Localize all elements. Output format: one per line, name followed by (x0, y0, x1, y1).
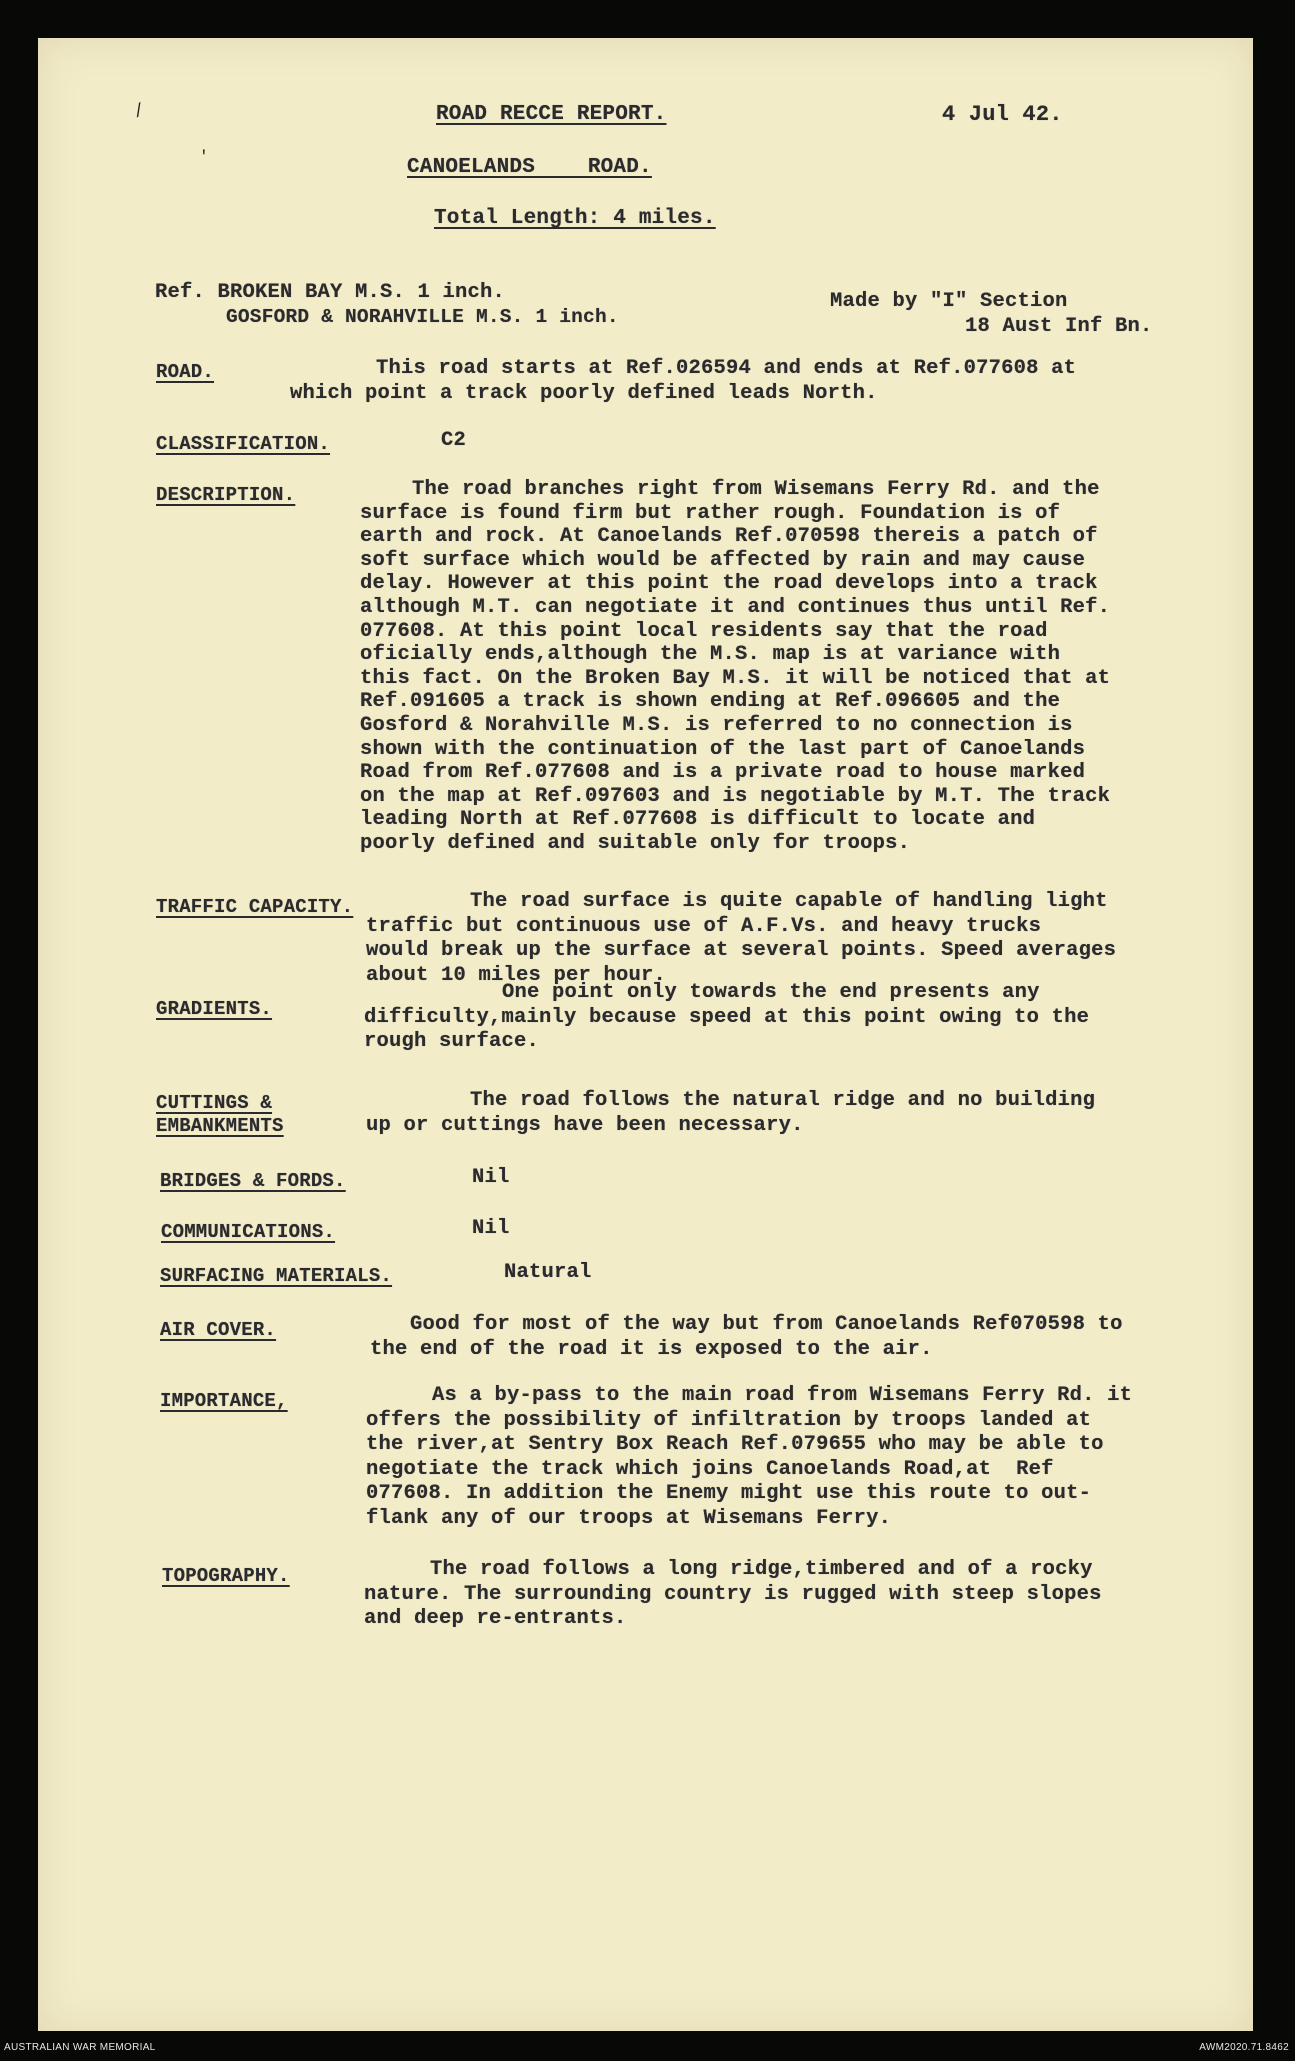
surfacing-materials-value: Natural (504, 1261, 592, 1284)
topography-label: TOPOGRAPHY. (162, 1565, 290, 1587)
pencil-mark: ' (199, 148, 209, 166)
topography-text: The road follows a long ridge,timbered and of a rocky nature. The surrounding country is rugged with steep slopes and deep re-entrants. (364, 1558, 1102, 1630)
bridges-fords-label: BRIDGES & FORDS. (160, 1170, 346, 1192)
embankments-label: EMBANKMENTS (156, 1115, 284, 1137)
classification-label: CLASSIFICATION. (156, 433, 331, 455)
pencil-mark: / (130, 100, 148, 124)
classification-value: C2 (441, 429, 467, 452)
cuttings-label: CUTTINGS & (156, 1092, 273, 1114)
accession-number: AWM2020.71.8462 (1199, 2042, 1289, 2053)
report-date: 4 Jul 42. (942, 102, 1063, 127)
air-cover-text: Good for most of the way but from Canoelands Ref070598 to the end of the road it is exposed to the air. (370, 1313, 1123, 1361)
surfacing-materials-label: SURFACING MATERIALS. (160, 1265, 393, 1287)
total-length: Total Length: 4 miles. (434, 207, 716, 230)
communications-value: Nil (472, 1217, 510, 1240)
gradients-label: GRADIENTS. (156, 998, 273, 1020)
unit-name: 18 Aust Inf Bn. (965, 315, 1153, 338)
map-reference-2: GOSFORD & NORAHVILLE M.S. 1 inch. (226, 306, 619, 328)
importance-text: As a by-pass to the main road from Wisemans Ferry Rd. it offers the possibility of infiltration by troops landed at the river,at Sentry Box Reach Ref.079655 who may be able to negotiate the track which joins Canoelands Road,at Ref 077608. In addition the Enemy might use this route to out- flank any of our troops at Wisemans Ferry. (366, 1384, 1133, 1530)
gradients-text: One point only towards the end presents any difficulty,mainly because speed at this point owing to the rough surface. (364, 981, 1090, 1053)
report-title: ROAD RECCE REPORT. (436, 103, 667, 126)
road-label: ROAD. (156, 361, 215, 383)
road-name: CANOELANDS ROAD. (407, 156, 652, 179)
importance-label: IMPORTANCE, (160, 1390, 288, 1412)
description-label: DESCRIPTION. (156, 484, 296, 506)
description-text: The road branches right from Wisemans Ferry Rd. and the surface is found firm but rather rough. Foundation is of earth and rock. At Canoelands Ref.070598 thereis a patch of soft surface which would be affected by rain and may cause delay. However at this point the road develops into a track although M.T. can negotiate it and continues thus until Ref. 077608. At this point local residents say that the road oficially ends,although the M.S. map is at variance with this fact. On the Broken Bay M.S. it will be noticed that at Ref.091605 a track is shown ending at Ref.096605 and the Gosford & Norahville M.S. is referred to no connection is shown with the continuation of the last part of Canoelands Road from Ref.077608 and is a private road to house marked on the map at Ref.097603 and is negotiable by M.T. The track leading North at Ref.077608 is difficult to locate and poorly defined and suitable only for troops. (360, 478, 1111, 855)
communications-label: COMMUNICATIONS. (161, 1221, 336, 1243)
archive-credit: AUSTRALIAN WAR MEMORIAL (4, 2042, 156, 2053)
bridges-fords-value: Nil (472, 1166, 510, 1189)
air-cover-label: AIR COVER. (160, 1319, 277, 1341)
traffic-capacity-text: The road surface is quite capable of handling light traffic but continuous use of A.F.Vs. and heavy trucks would break up the surface at several points. Speed averages about 10 miles per hour. (366, 890, 1117, 987)
map-reference-1: Ref. BROKEN BAY M.S. 1 inch. (155, 281, 506, 304)
made-by: Made by "I" Section (830, 290, 1068, 313)
traffic-capacity-label: TRAFFIC CAPACITY. (156, 896, 354, 918)
cuttings-text: The road follows the natural ridge and no building up or cuttings have been necessary. (366, 1089, 1096, 1137)
road-text: This road starts at Ref.026594 and ends at Ref.077608 at which point a track poorly defined leads North. (290, 357, 1077, 405)
